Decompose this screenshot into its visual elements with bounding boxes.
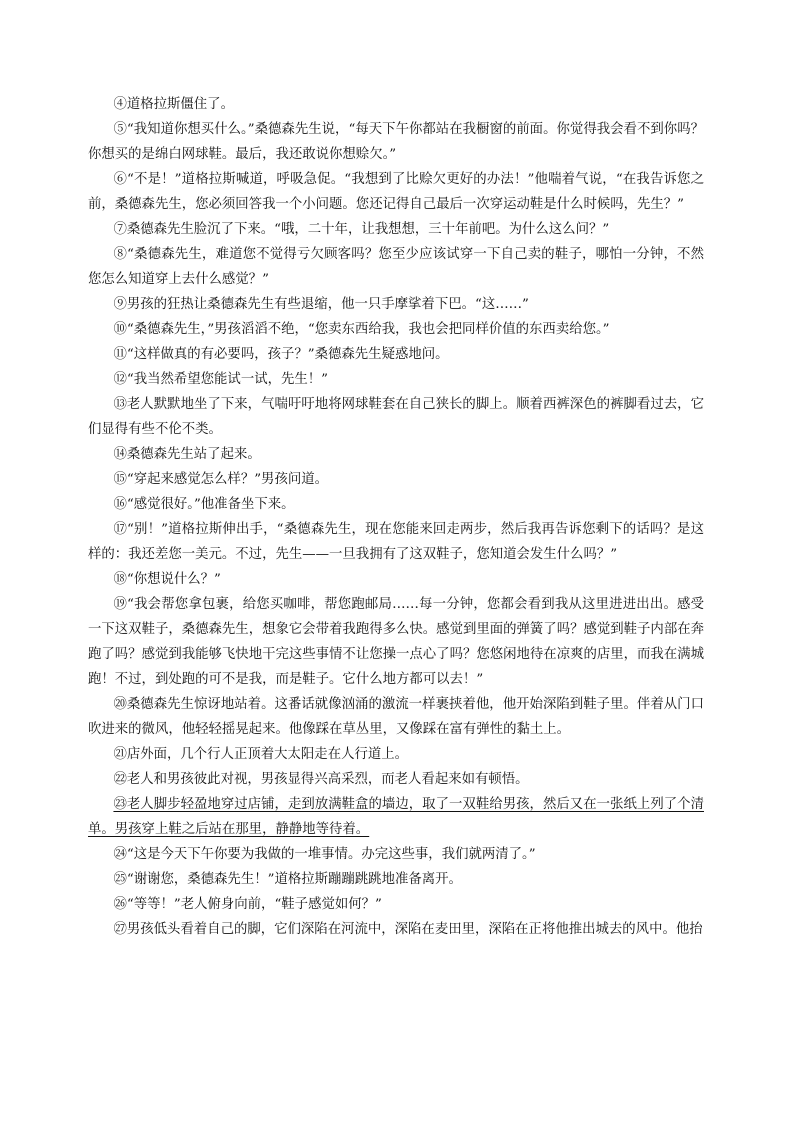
paragraph: ㉖“等等！”老人俯身向前，“鞋子感觉如何？” xyxy=(113,897,382,912)
story-text xyxy=(88,92,704,942)
paragraph: ㉗男孩低头看着自己的脚，它们深陷在河流中，深陷在麦田里，深陷在正将他推出城去的风中。他抬 xyxy=(113,922,703,937)
paragraph: ⑪“这样做真的有必要吗，孩子？”桑德森先生疑惑地问。 xyxy=(113,347,449,362)
paragraph: ⑬老人默默地坐了下来，气喘吁吁地将网球鞋套在自己狭长的脚上。顺着西裤深色的裤脚看过去，它们显得有些不伦不类。 xyxy=(88,397,704,437)
paragraph: ⑩“桑德森先生，”男孩滔滔不绝，“您卖东西给我，我也会把同样价值的东西卖给您。” xyxy=(113,322,610,337)
paragraph: ⑥“不是！”道格拉斯喊道，呼吸急促。“我想到了比赊欠更好的办法！”他喘着气说，“在我告诉您之前，桑德森先生，您必须回答我一个小问题。您还记得自己最后一次穿运动鞋是什么时候吗，先生？” xyxy=(88,172,704,212)
paragraph: ⑮“穿起来感觉怎么样？”男孩问道。 xyxy=(113,472,329,487)
paragraph: ⑫“我当然希望您能试一试，先生！” xyxy=(113,372,329,387)
paragraph: ⑭桑德森先生站了起来。 xyxy=(113,447,261,462)
paragraph: ⑰“别！”道格拉斯伸出手，“桑德森先生，现在您能来回走两步，然后我再告诉您剩下的话吗？是这样的：我还差您一美元。不过，先生——一旦我拥有了这双鞋子，您知道会发生什么吗？” xyxy=(88,522,704,562)
paragraph: ④道格拉斯僵住了。 xyxy=(113,97,234,112)
paragraph: ⑨男孩的狂热让桑德森先生有些退缩，他一只手摩挲着下巴。“这……” xyxy=(113,297,529,312)
paragraph: ㉒老人和男孩彼此对视，男孩显得兴高采烈，而老人看起来如有顿悟。 xyxy=(113,772,529,787)
paragraph: ㉕“谢谢您，桑德森先生！”道格拉斯蹦蹦跳跳地准备离开。 xyxy=(113,872,462,887)
paragraph: ⑤“我知道你想买什么。”桑德森先生说，“每天下午你都站在我橱窗的前面。你觉得我会看不到你吗？你想买的是绵白网球鞋。最后，我还敢说你想赊欠。” xyxy=(88,122,704,162)
paragraph: ㉑店外面，几个行人正顶着大太阳走在人行道上。 xyxy=(113,747,409,762)
paragraph: ⑯“感觉很好。”他准备坐下来。 xyxy=(113,497,295,512)
paragraph: ㉔“这是今天下午你要为我做的一堆事情。办完这些事，我们就两清了。” xyxy=(113,847,536,862)
paragraph: ⑦桑德森先生脸沉了下来。“哦，二十年，让我想想，三十年前吧。为什么这么问？” xyxy=(113,222,610,237)
paragraph: ⑱“你想说什么？” xyxy=(113,572,221,587)
paragraph: ㉓老人脚步轻盈地穿过店铺，走到放满鞋盒的墙边，取了一双鞋给男孩，然后又在一张纸上列了个清单。男孩穿上鞋之后站在那里，静静地等待着。 xyxy=(88,797,704,837)
paragraph: ⑧“桑德森先生，难道您不觉得亏欠顾客吗？您至少应该试穿一下自己卖的鞋子，哪怕一分钟，不然您怎么知道穿上去什么感觉？” xyxy=(88,247,704,287)
paragraph: ⑲“我会帮您拿包裹，给您买咖啡，帮您跑邮局……每一分钟，您都会看到我从这里进进出出。感受一下这双鞋子，桑德森先生，想象它会带着我跑得多么快。感觉到里面的弹簧了吗？感觉到鞋子内部在奔跑了吗？感觉到我能够飞快地干完这些事情不让您操一点心了吗？您悠闲地待在凉爽的店里，而我在满城跑！不过，到处跑的可不是我，而是鞋子。它什么地方都可以去！” xyxy=(88,597,704,687)
paragraph: ⑳桑德森先生惊讶地站着。这番话就像汹涌的激流一样裹挟着他，他开始深陷到鞋子里。伴着从门口吹进来的微风，他轻轻摇晃起来。他像踩在草丛里，又像踩在富有弹性的黏土上。 xyxy=(88,697,704,737)
